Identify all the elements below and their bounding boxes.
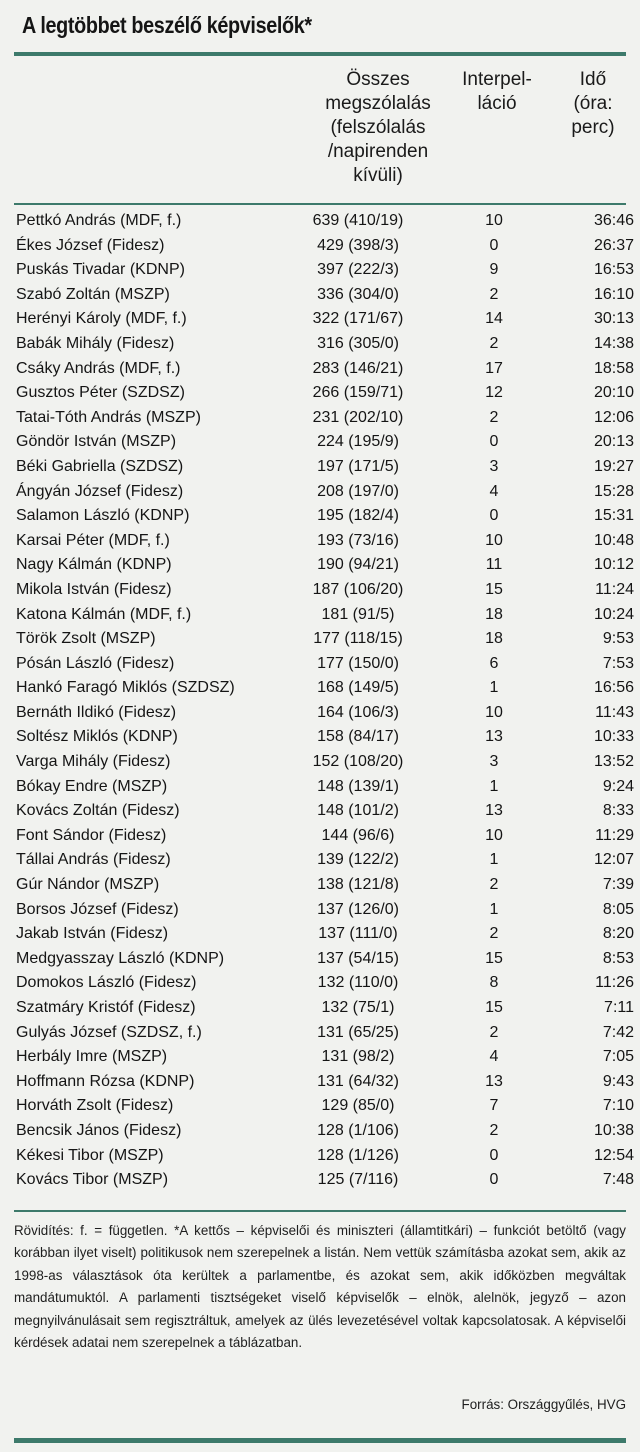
- cell-time: 11:29: [595, 826, 634, 844]
- header-line: (óra:: [573, 93, 613, 114]
- cell-name: Nagy Kálmán (KDNP): [16, 556, 172, 574]
- cell-total: 137 (111/0): [318, 925, 398, 943]
- cell-total: 137 (54/15): [317, 949, 399, 967]
- table-row: [14, 848, 634, 873]
- cell-interpellation: 0: [489, 1146, 499, 1164]
- cell-name: Gulyás József (SZDSZ, f.): [16, 1023, 202, 1041]
- table-row: [14, 676, 634, 701]
- cell-total: 177 (150/0): [317, 654, 399, 672]
- cell-interpellation: 2: [489, 876, 499, 894]
- cell-total: 397 (222/3): [317, 261, 399, 279]
- table-row: [14, 381, 634, 406]
- cell-name: Szatmáry Kristóf (Fidesz): [16, 999, 196, 1016]
- header-line: Idő: [579, 69, 607, 90]
- cell-interpellation: 2: [489, 408, 499, 426]
- header-interpellation: [442, 68, 552, 116]
- cell-total: 152 (108/20): [312, 753, 404, 771]
- header-line: láció: [477, 93, 517, 114]
- footer-divider: [14, 1438, 626, 1443]
- cell-time: 9:24: [602, 777, 634, 795]
- cell-total: 132 (110/0): [317, 974, 399, 992]
- cell-interpellation: 7: [489, 1097, 499, 1115]
- table-row: [14, 627, 634, 652]
- cell-time: 15:31: [593, 507, 634, 525]
- table-row: [14, 283, 634, 308]
- cell-time: 13:52: [593, 753, 634, 771]
- cell-name: Katona Kálmán (MDF, f.): [16, 605, 192, 623]
- cell-total: 128 (1/106): [317, 1121, 399, 1139]
- cell-name: Mikola István (Fidesz): [16, 580, 172, 598]
- cell-time: 10:38: [593, 1121, 634, 1139]
- source-credit: Forrás: Országgyűlés, HVG: [461, 1397, 626, 1412]
- cell-interpellation: 13: [485, 802, 503, 820]
- cell-total: 138 (121/8): [317, 876, 399, 894]
- header-line: /napirenden: [327, 141, 429, 162]
- cell-name: Babák Mihály (Fidesz): [16, 334, 175, 352]
- cell-interpellation: 12: [485, 384, 503, 402]
- table-row: [14, 1168, 634, 1193]
- table-row: [14, 504, 634, 529]
- table-row: [14, 898, 634, 923]
- cell-time: 10:33: [593, 728, 634, 746]
- cell-name: Gúr Nándor (MSZP): [16, 876, 160, 894]
- cell-time: 16:10: [593, 285, 634, 303]
- cell-interpellation: 2: [489, 334, 499, 352]
- cell-interpellation: 0: [489, 507, 499, 525]
- cell-name: Kovács Tibor (MSZP): [16, 1171, 169, 1189]
- cell-name: Pósán László (Fidesz): [16, 654, 175, 672]
- cell-total: 231 (202/10): [312, 408, 404, 426]
- cell-time: 9:43: [602, 1072, 634, 1090]
- table-row: [14, 332, 634, 357]
- cell-name: Font Sándor (Fidesz): [16, 826, 167, 844]
- cell-total: 128 (1/126): [317, 1146, 399, 1164]
- top-divider: [14, 52, 626, 56]
- table-row: [14, 996, 634, 1021]
- cell-name: Hoffmann Rózsa (KDNP): [16, 1072, 195, 1090]
- cell-name: Pettkó András (MDF, f.): [16, 212, 182, 229]
- cell-interpellation: 2: [489, 1121, 499, 1139]
- cell-time: 7:48: [602, 1171, 634, 1189]
- table-row: [14, 1045, 634, 1070]
- cell-name: Török Zsolt (MSZP): [16, 630, 156, 648]
- header-line: perc): [571, 117, 615, 138]
- cell-interpellation: 8: [489, 974, 499, 992]
- cell-total: 144 (96/6): [321, 826, 395, 844]
- table-row: [14, 1119, 634, 1144]
- cell-time: 18:58: [593, 359, 634, 377]
- cell-name: Ékes József (Fidesz): [16, 236, 165, 254]
- header-line: (felszólalás: [330, 117, 426, 138]
- footnote: Rövidítés: f. = független. *A kettős – képviselői és miniszteri (államtitkári) – funkciót betöltő (vagy korábban ilyet viselt) politikusok nem szerepelnek a listán. Nem vettük számításba azokat sem, akik az 1998-as választások óta kerültek a parlamentbe, és azokat sem, akik időközben megváltak mandátumuktól. A parlamenti tisztségeket viselő képviselők – elnök, alelnök, jegyző – azon megnyilvánulásait sem regisztráltuk, amelyek az ülés levezetésével voltak kapcsolatosak. A képviselői kérdések adatai nem szerepelnek a táblázatban.: [14, 1223, 626, 1351]
- cell-name: Karsai Péter (MDF, f.): [16, 531, 170, 549]
- cell-interpellation: 15: [485, 999, 503, 1016]
- cell-total: 316 (305/0): [317, 334, 399, 352]
- cell-total: 283 (146/21): [312, 359, 404, 377]
- table-row: [14, 603, 634, 628]
- cell-total: 148 (139/1): [317, 777, 399, 795]
- table-row: [14, 307, 634, 332]
- table-row: [14, 455, 634, 480]
- header-total-speeches: [296, 68, 460, 188]
- cell-name: Bókay Endre (MSZP): [16, 777, 168, 795]
- header-divider: [14, 203, 626, 205]
- cell-name: Varga Mihály (Fidesz): [16, 753, 171, 771]
- cell-interpellation: 11: [485, 556, 503, 574]
- cell-time: 11:26: [595, 974, 634, 992]
- table-row: [14, 947, 634, 972]
- cell-time: 8:33: [602, 802, 634, 820]
- cell-interpellation: 2: [489, 285, 499, 303]
- table-row: [14, 258, 634, 283]
- table-row: [14, 578, 634, 603]
- cell-name: Horváth Zsolt (Fidesz): [16, 1097, 174, 1115]
- cell-time: 19:27: [593, 457, 634, 475]
- table-row: [14, 1094, 634, 1119]
- cell-name: Kovács Zoltán (Fidesz): [16, 802, 180, 820]
- cell-name: Szabó Zoltán (MSZP): [16, 285, 170, 303]
- cell-total: 164 (106/3): [317, 703, 399, 721]
- cell-name: Béki Gabriella (SZDSZ): [16, 457, 184, 475]
- cell-interpellation: 9: [489, 261, 499, 279]
- cell-interpellation: 1: [489, 900, 499, 918]
- cell-interpellation: 14: [485, 310, 503, 328]
- cell-interpellation: 6: [489, 654, 499, 672]
- table-row: [14, 701, 634, 726]
- cell-interpellation: 0: [489, 236, 499, 254]
- cell-interpellation: 3: [489, 753, 499, 771]
- table-row: [14, 529, 634, 554]
- cell-total: 266 (159/71): [312, 384, 404, 402]
- table-row: [14, 971, 634, 996]
- table-row: [14, 922, 634, 947]
- table-row: [14, 1070, 634, 1095]
- cell-name: Tállai András (Fidesz): [16, 851, 171, 869]
- cell-interpellation: 0: [489, 433, 499, 451]
- table-row: [14, 357, 634, 382]
- table-row: [14, 406, 634, 431]
- cell-time: 10:48: [593, 531, 634, 549]
- header-line: Interpel-: [462, 69, 532, 90]
- header-line: kívüli): [353, 165, 403, 186]
- cell-time: 16:56: [593, 679, 634, 697]
- cell-interpellation: 3: [489, 457, 499, 475]
- cell-name: Herényi Károly (MDF, f.): [16, 310, 187, 328]
- cell-time: 26:37: [593, 236, 634, 254]
- cell-interpellation: 1: [489, 851, 499, 869]
- cell-total: 187 (106/20): [312, 580, 404, 598]
- cell-time: 9:53: [602, 630, 634, 648]
- cell-name: Kékesi Tibor (MSZP): [16, 1146, 164, 1164]
- table-row: [14, 873, 634, 898]
- cell-name: Bencsik János (Fidesz): [16, 1121, 182, 1139]
- cell-total: 125 (7/116): [317, 1171, 399, 1189]
- table-row: [14, 775, 634, 800]
- cell-total: 336 (304/0): [317, 285, 399, 303]
- cell-name: Ángyán József (Fidesz): [16, 482, 184, 500]
- table-row: [14, 1021, 634, 1046]
- cell-total: 137 (126/0): [317, 900, 399, 918]
- cell-total: 131 (64/32): [317, 1072, 399, 1090]
- cell-total: 429 (398/3): [317, 236, 399, 254]
- cell-name: Medgyasszay László (KDNP): [16, 949, 225, 967]
- cell-interpellation: 2: [489, 1023, 499, 1041]
- cell-time: 14:38: [593, 334, 634, 352]
- page-title: A legtöbbet beszélő képviselők*: [22, 12, 312, 38]
- cell-total: 158 (84/17): [317, 728, 399, 746]
- cell-total: 190 (94/21): [317, 556, 399, 574]
- cell-interpellation: 2: [489, 925, 499, 943]
- cell-name: Puskás Tivadar (KDNP): [16, 261, 185, 279]
- cell-interpellation: 4: [489, 482, 499, 500]
- cell-interpellation: 13: [485, 728, 503, 746]
- cell-total: 129 (85/0): [321, 1097, 395, 1115]
- cell-time: 12:54: [593, 1146, 634, 1164]
- cell-time: 16:53: [593, 261, 634, 279]
- cell-name: Bernáth Ildikó (Fidesz): [16, 703, 177, 721]
- cell-total: 322 (171/67): [312, 310, 404, 328]
- cell-total: 195 (182/4): [317, 507, 399, 525]
- table-row: [14, 799, 634, 824]
- cell-interpellation: 1: [489, 777, 499, 795]
- cell-total: 197 (171/5): [317, 457, 399, 475]
- cell-total: 132 (75/1): [321, 999, 395, 1016]
- cell-time: 10:24: [593, 605, 634, 623]
- cell-total: 181 (91/5): [321, 605, 395, 623]
- cell-time: 12:06: [593, 408, 634, 426]
- cell-time: 10:12: [593, 556, 634, 574]
- cell-name: Domokos László (Fidesz): [16, 974, 197, 992]
- table-row: [14, 430, 634, 455]
- cell-time: 7:53: [602, 654, 634, 672]
- cell-time: 30:13: [593, 310, 634, 328]
- cell-interpellation: 1: [489, 679, 499, 697]
- cell-total: 168 (149/5): [317, 679, 399, 697]
- cell-interpellation: 15: [485, 580, 503, 598]
- cell-interpellation: 18: [485, 630, 503, 648]
- cell-interpellation: 10: [485, 826, 503, 844]
- table-row: [14, 234, 634, 259]
- cell-interpellation: 18: [485, 605, 503, 623]
- header-line: megszólalás: [325, 93, 431, 114]
- cell-name: Soltész Miklós (KDNP): [16, 728, 178, 746]
- cell-interpellation: 15: [485, 949, 503, 967]
- cell-interpellation: 0: [489, 1171, 499, 1189]
- cell-time: 36:46: [593, 212, 634, 229]
- table-row: [14, 553, 634, 578]
- table-header: [14, 68, 626, 200]
- cell-name: Hankó Faragó Miklós (SZDSZ): [16, 679, 235, 697]
- table-row: [14, 480, 634, 505]
- cell-time: 7:11: [604, 999, 634, 1016]
- cell-name: Tatai-Tóth András (MSZP): [16, 408, 201, 426]
- cell-time: 15:28: [593, 482, 634, 500]
- table-body: [14, 209, 634, 1193]
- header-line: Összes: [346, 69, 410, 90]
- cell-total: 193 (73/16): [317, 531, 399, 549]
- cell-time: 11:43: [595, 703, 634, 721]
- cell-total: 208 (197/0): [317, 482, 399, 500]
- cell-time: 20:10: [593, 384, 634, 402]
- cell-interpellation: 13: [485, 1072, 503, 1090]
- cell-name: Göndör István (MSZP): [16, 433, 177, 451]
- cell-time: 11:24: [595, 580, 634, 598]
- table-row: [14, 1144, 634, 1169]
- cell-time: 8:20: [602, 925, 634, 943]
- cell-time: 7:39: [602, 876, 634, 894]
- cell-time: 7:05: [602, 1048, 634, 1066]
- cell-name: Borsos József (Fidesz): [16, 900, 179, 918]
- cell-time: 8:53: [602, 949, 634, 967]
- cell-time: 7:10: [602, 1097, 634, 1115]
- cell-time: 12:07: [593, 851, 634, 869]
- table-row: [14, 652, 634, 677]
- cell-total: 177 (118/15): [313, 630, 403, 648]
- cell-time: 7:42: [602, 1023, 634, 1041]
- cell-name: Jakab István (Fidesz): [16, 925, 169, 943]
- cell-interpellation: 4: [489, 1048, 499, 1066]
- cell-interpellation: 10: [485, 212, 503, 229]
- cell-total: 224 (195/9): [317, 433, 399, 451]
- cell-name: Herbály Imre (MSZP): [16, 1048, 168, 1066]
- table-row: [14, 725, 634, 750]
- cell-total: 148 (101/2): [317, 802, 399, 820]
- cell-time: 8:05: [602, 900, 634, 918]
- cell-interpellation: 17: [485, 359, 503, 377]
- cell-interpellation: 10: [485, 703, 503, 721]
- cell-total: 639 (410/19): [312, 212, 404, 229]
- table-row: [14, 209, 634, 234]
- table-row: [14, 824, 634, 849]
- cell-name: Csáky András (MDF, f.): [16, 359, 181, 377]
- table-bottom-divider: [14, 1210, 626, 1212]
- cell-name: Gusztos Péter (SZDSZ): [16, 384, 185, 402]
- cell-total: 131 (98/2): [321, 1048, 395, 1066]
- cell-total: 131 (65/25): [317, 1023, 399, 1041]
- header-time: [548, 68, 638, 140]
- cell-time: 20:13: [593, 433, 634, 451]
- cell-interpellation: 10: [485, 531, 503, 549]
- table-row: [14, 750, 634, 775]
- cell-total: 139 (122/2): [317, 851, 399, 869]
- cell-name: Salamon László (KDNP): [16, 507, 190, 525]
